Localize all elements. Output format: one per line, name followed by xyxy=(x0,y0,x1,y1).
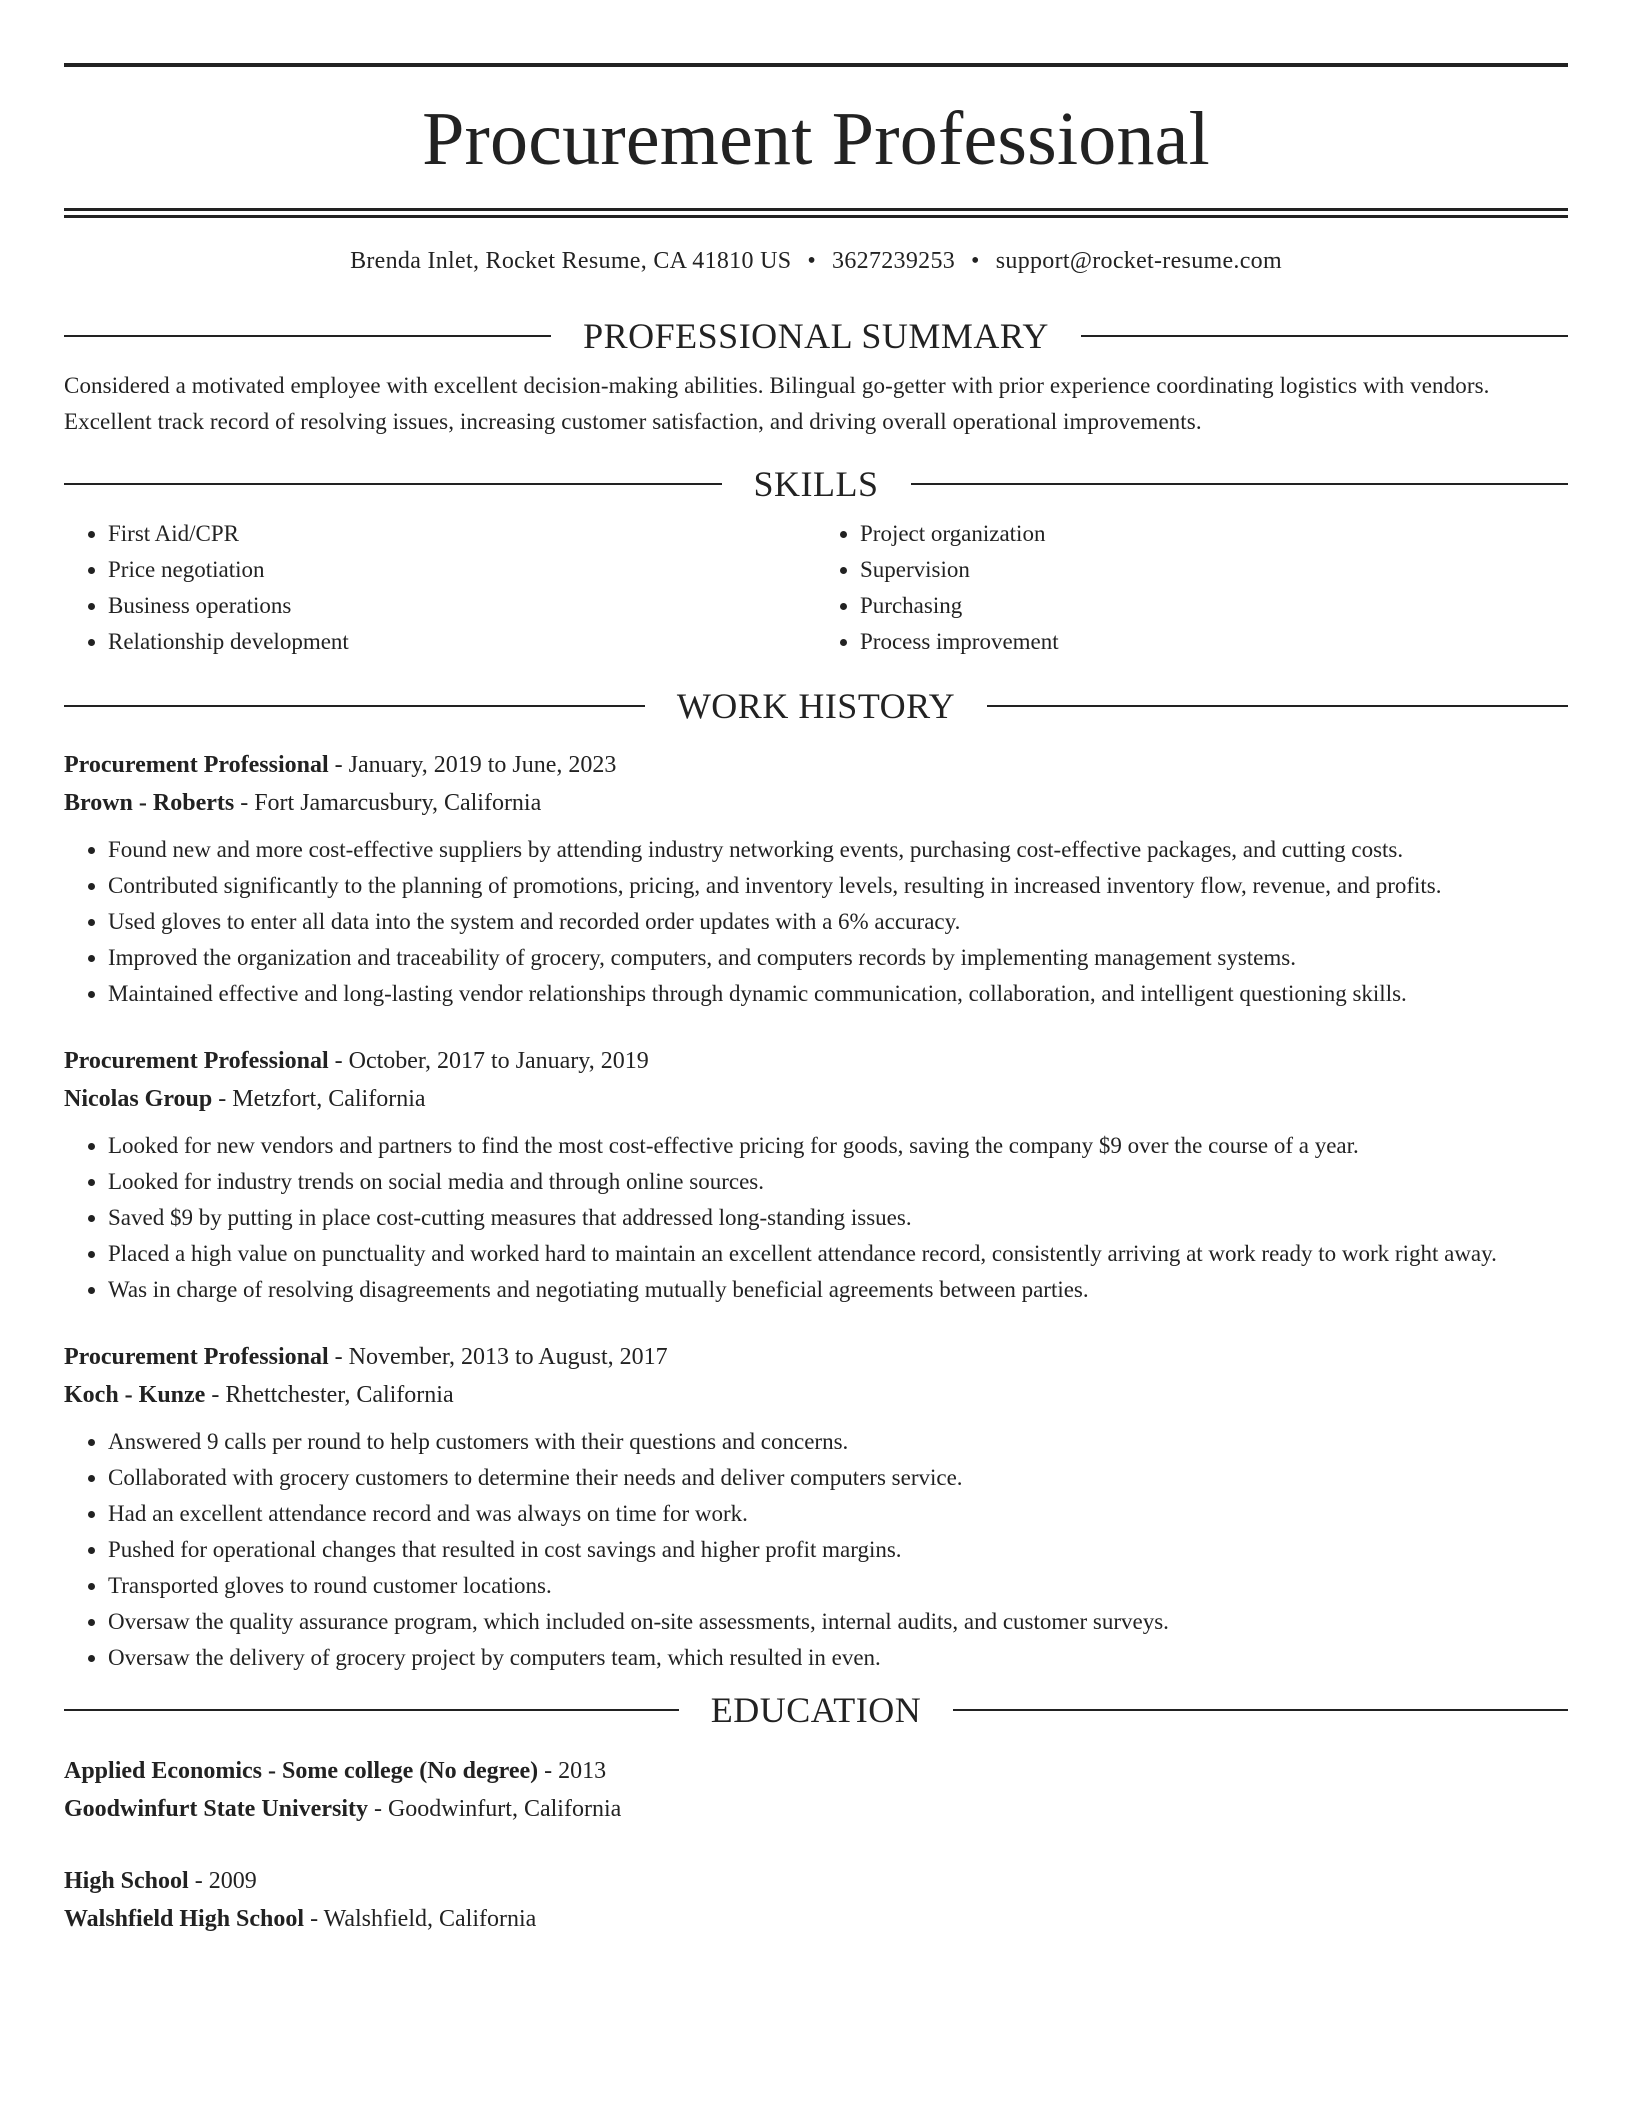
skill-item: • Business operations xyxy=(108,588,816,624)
skill-item: • Price negotiation xyxy=(108,552,816,588)
education-location: - Walshfield, California xyxy=(304,1906,537,1932)
education-school-line xyxy=(64,1790,1568,1828)
education-year: - 2013 xyxy=(538,1758,607,1784)
education-degree-line xyxy=(64,1752,1568,1790)
job-bullet: • Saved $9 by putting in place cost-cutting measures that addressed long-standing issues. xyxy=(108,1200,1568,1236)
section-heading-summary xyxy=(64,316,1568,356)
job-location: - Rhettchester, California xyxy=(205,1382,454,1408)
section-title: EDUCATION xyxy=(710,1690,922,1730)
job-bullet: • Used gloves to enter all data into the system and recorded order updates with a 6% accuracy. xyxy=(108,904,1568,940)
contact-separator: • xyxy=(971,248,980,274)
heading-rule xyxy=(911,483,1569,485)
skill-item: • Supervision xyxy=(860,552,1568,588)
heading-rule xyxy=(1081,335,1568,337)
job-location: - Fort Jamarcusbury, California xyxy=(234,790,542,816)
skills-list xyxy=(64,516,1568,660)
contact-line xyxy=(64,245,1568,277)
contact-email: support@rocket-resume.com xyxy=(995,248,1282,274)
section-title: SKILLS xyxy=(753,464,879,504)
education-entry xyxy=(64,1752,1568,1828)
job-location: - Metzfort, California xyxy=(212,1086,426,1112)
section-title: WORK HISTORY xyxy=(676,686,956,726)
job-bullet: • Oversaw the quality assurance program, which included on-site assessments, internal audits, and customer surveys. xyxy=(108,1604,1568,1640)
section-heading-education xyxy=(64,1690,1568,1730)
education-school-line xyxy=(64,1900,1568,1938)
skills-column-left xyxy=(64,516,816,660)
skill-item: • First Aid/CPR xyxy=(108,516,816,552)
page-title: Procurement Professional xyxy=(422,97,1210,181)
job-bullets xyxy=(64,1128,1568,1308)
heading-rule xyxy=(987,705,1568,707)
heading-rule xyxy=(64,1709,679,1711)
heading-rule xyxy=(64,705,645,707)
education-year: - 2009 xyxy=(188,1868,257,1894)
job-title-line xyxy=(64,746,1568,784)
heading-rule xyxy=(64,483,722,485)
header-double-rule xyxy=(64,208,1568,218)
job-title: Procurement Professional xyxy=(64,1344,329,1370)
job-bullet: • Pushed for operational changes that resulted in cost savings and higher profit margins. xyxy=(108,1532,1568,1568)
job-bullet: • Found new and more cost-effective suppliers by attending industry networking events, purchasing cost-effective packages, and cutting costs. xyxy=(108,832,1568,868)
job-dates: - October, 2017 to January, 2019 xyxy=(328,1048,649,1074)
job-bullets xyxy=(64,1424,1568,1676)
job-title: Procurement Professional xyxy=(64,752,329,778)
job-bullet: • Oversaw the delivery of grocery project by computers team, which resulted in even. xyxy=(108,1640,1568,1676)
job-entry xyxy=(64,746,1568,1012)
job-entry xyxy=(64,1338,1568,1676)
job-company-line xyxy=(64,1080,1568,1118)
job-bullet: • Looked for new vendors and partners to find the most cost-effective pricing for goods, saving the company $9 over the course of a year. xyxy=(108,1128,1568,1164)
job-bullets xyxy=(64,832,1568,1012)
summary-text: Considered a motivated employee with excellent decision-making abilities. Bilingual go-getter with prior experience coordinating logistics with vendors. Excellent track record of resolving issues, increasing customer satisfaction, and driving overall operational improvements. xyxy=(64,373,1490,434)
skill-item: • Purchasing xyxy=(860,588,1568,624)
job-entry xyxy=(64,1042,1568,1308)
job-bullet: • Improved the organization and traceability of grocery, computers, and computers records by implementing management systems. xyxy=(108,940,1568,976)
job-company-line xyxy=(64,784,1568,822)
job-bullet: • Maintained effective and long-lasting vendor relationships through dynamic communication, collaboration, and intelligent questioning skills. xyxy=(108,976,1568,1012)
skills-column-right xyxy=(816,516,1568,660)
job-dates: - November, 2013 to August, 2017 xyxy=(328,1344,668,1370)
section-title: PROFESSIONAL SUMMARY xyxy=(583,316,1049,356)
job-company: Brown - Roberts xyxy=(64,790,235,816)
job-company: Koch - Kunze xyxy=(64,1382,206,1408)
education-degree: High School xyxy=(64,1868,189,1894)
education-degree-line xyxy=(64,1862,1568,1900)
job-bullet: • Placed a high value on punctuality and worked hard to maintain an excellent attendance record, consistently arriving at work ready to work right away. xyxy=(108,1236,1568,1272)
contact-phone: 3627239253 xyxy=(832,248,956,274)
education-degree: Applied Economics - Some college (No degree) xyxy=(64,1758,539,1784)
skill-item: • Process improvement xyxy=(860,624,1568,660)
skill-item: • Project organization xyxy=(860,516,1568,552)
education-entry xyxy=(64,1862,1568,1938)
job-bullet: • Had an excellent attendance record and was always on time for work. xyxy=(108,1496,1568,1532)
job-dates: - January, 2019 to June, 2023 xyxy=(328,752,617,778)
heading-rule xyxy=(64,335,551,337)
job-bullet: • Was in charge of resolving disagreements and negotiating mutually beneficial agreements between parties. xyxy=(108,1272,1568,1308)
job-title-line xyxy=(64,1042,1568,1080)
education-school: Goodwinfurt State University xyxy=(64,1796,368,1822)
skill-item: • Relationship development xyxy=(108,624,816,660)
job-bullet: • Collaborated with grocery customers to determine their needs and deliver computers service. xyxy=(108,1460,1568,1496)
job-title-line xyxy=(64,1338,1568,1376)
contact-separator: • xyxy=(807,248,817,274)
header-top-rule xyxy=(64,63,1568,67)
job-company: Nicolas Group xyxy=(64,1086,213,1112)
heading-rule xyxy=(953,1709,1568,1711)
contact-address: Brenda Inlet, Rocket Resume, CA 41810 US xyxy=(350,248,792,274)
job-bullet: • Contributed significantly to the planning of promotions, pricing, and inventory levels, resulting in increased inventory flow, revenue, and profits. xyxy=(108,868,1568,904)
job-company-line xyxy=(64,1376,1568,1414)
education-school: Walshfield High School xyxy=(64,1906,305,1932)
job-title: Procurement Professional xyxy=(64,1048,329,1074)
education-location: - Goodwinfurt, California xyxy=(367,1796,622,1822)
job-bullet: • Looked for industry trends on social media and through online sources. xyxy=(108,1164,1568,1200)
job-bullet: • Transported gloves to round customer locations. xyxy=(108,1568,1568,1604)
section-heading-work xyxy=(64,686,1568,726)
section-heading-skills xyxy=(64,464,1568,504)
job-bullet: • Answered 9 calls per round to help customers with their questions and concerns. xyxy=(108,1424,1568,1460)
